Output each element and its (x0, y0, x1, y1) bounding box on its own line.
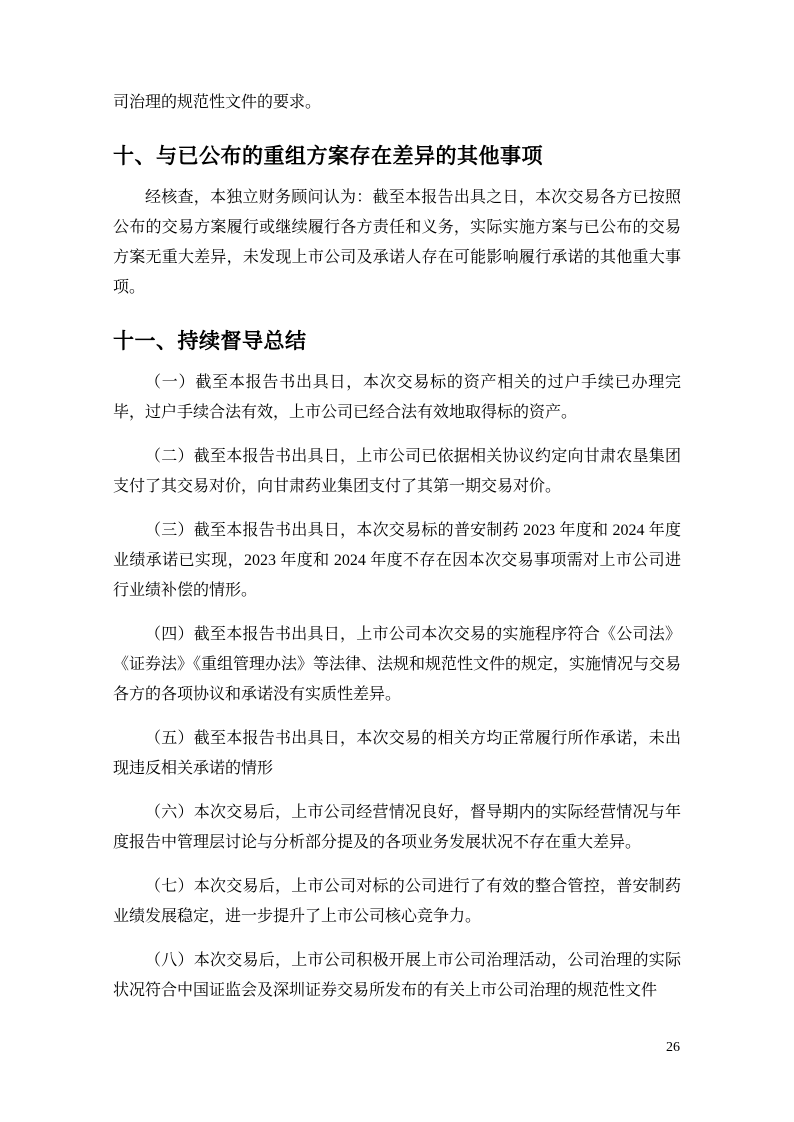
supervision-item-7: （七）本次交易后，上市公司对标的公司进行了有效的整合管控，普安制药业绩发展稳定，进一步提升了上市公司核心竞争力。 (113, 878, 681, 925)
supervision-item-3: （三）截至本报告书出具日，本次交易标的普安制药 2023 年度和 2024 年度业绩承诺已实现，2023 年度和 2024 年度不存在因本次交易事项需对上市公司进行业绩补偿的情形。 (113, 522, 681, 599)
supervision-item-8: （八）本次交易后，上市公司积极开展上市公司治理活动，公司治理的实际状况符合中国证监会及深圳证券交易所发布的有关上市公司治理的规范性文件 (113, 952, 681, 999)
page-number: 26 (666, 1040, 680, 1055)
supervision-item-1: （一）截至本报告书出具日，本次交易标的资产相关的过户手续已办理完毕，过户手续合法有效，上市公司已经合法有效地取得标的资产。 (113, 374, 681, 421)
supervision-item-6: （六）本次交易后，上市公司经营情况良好，督导期内的实际经营情况与年度报告中管理层讨论与分析部分提及的各项业务发展状况不存在重大差异。 (113, 804, 681, 851)
section-10-heading: 十、与已公布的重组方案存在差异的其他事项 (113, 145, 543, 168)
supervision-item-5: （五）截至本报告书出具日，本次交易的相关方均正常履行所作承诺，未出现违反相关承诺的情形 (113, 730, 681, 777)
supervision-item-4: （四）截至本报告书出具日，上市公司本次交易的实施程序符合《公司法》《证券法》《重组管理办法》等法律、法规和规范性文件的规定，实施情况与交易各方的各项协议和承诺没有实质性差异。 (113, 626, 682, 703)
page-content (113, 88, 681, 1020)
section-10-paragraph: 经核查，本独立财务顾问认为：截至本报告出具之日，本次交易各方已按照公布的交易方案履行或继续履行各方责任和义务，实际实施方案与已公布的交易方案无重大差异，未发现上市公司及承诺人存在可能影响履行承诺的其他重大事项。 (113, 189, 681, 296)
section-11-heading: 十一、持续督导总结 (113, 330, 307, 353)
supervision-item-2: （二）截至本报告书出具日，上市公司已依据相关协议约定向甘肃农垦集团支付了其交易对价，向甘肃药业集团支付了其第一期交易对价。 (113, 448, 681, 495)
continuation-paragraph: 司治理的规范性文件的要求。 (113, 94, 322, 111)
